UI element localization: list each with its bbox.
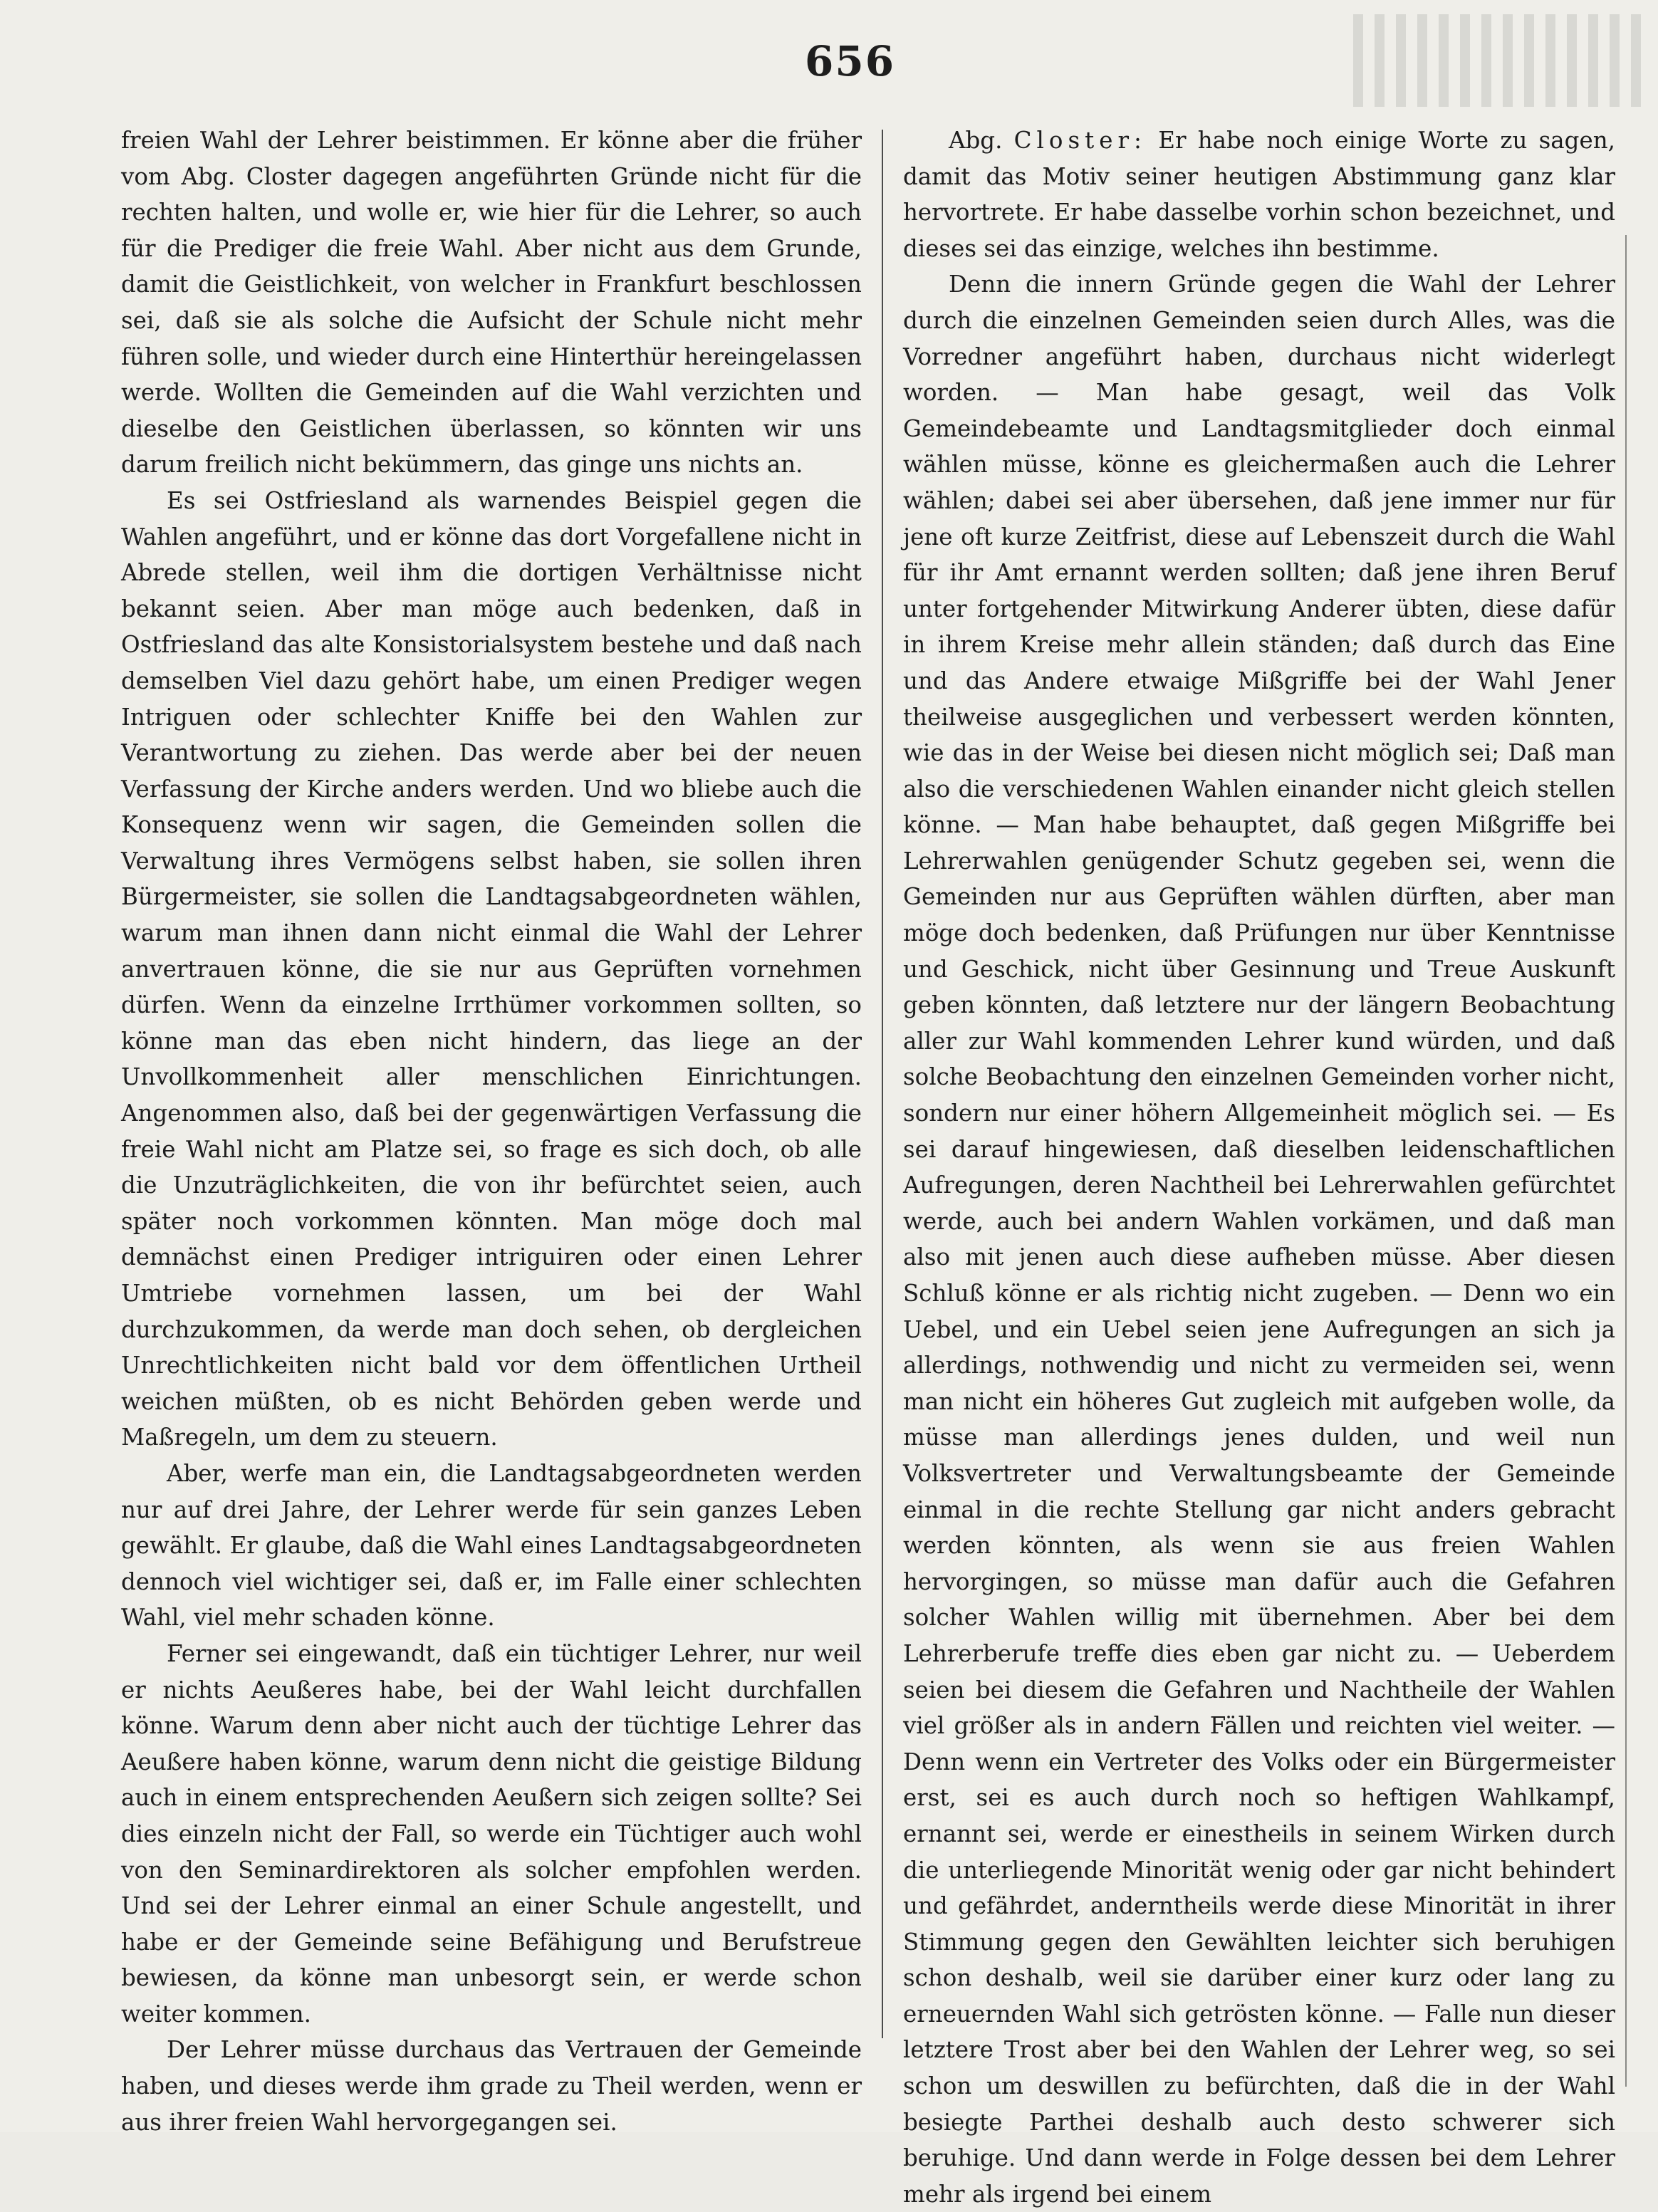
left-paragraph-3: Aber, werfe man ein, die Landtagsabgeordneten werden nur auf drei Jahre, der Lehrer werde für sein ganzes Leben gewählt. Er glaube, daß die Wahl eines Landtagsabgeordneten dennoch viel wichtiger sei, daß er, im Falle einer schlechten Wahl, viel mehr schaden könne. bbox=[121, 1459, 862, 1632]
right-paragraph-2: Denn die innern Gründe gegen die Wahl der Lehrer durch die einzelnen Gemeinden seien durch Alles, was die Vorredner angeführt haben, durchaus nicht widerlegt worden. — Man habe gesagt, weil das Volk Gemeindebeamte und Landtagsmitglieder doch einmal wählen müsse, könne es gleichermaßen auch die Lehrer wählen; dabei sei aber übersehen, daß jene immer nur für jene oft kurze Zeitfrist, diese auf Lebenszeit durch die Wahl für ihr Amt ernannt werden sollten; daß jene ihren Beruf unter fortgehender Mitwirkung Anderer übten, diese dafür in ihrem Kreise mehr allein ständen; daß durch das Eine und das Andere etwaige Mißgriffe bei der Wahl Jener theilweise ausgeglichen und verbessert werden könnten, wie das in der Weise bei diesen nicht möglich sei; Daß man also die verschiedenen Wahlen einander nicht gleich stellen könne. — Man habe behauptet, daß gegen Mißgriffe bei Lehrerwahlen genügender Schutz gegeben sei, wenn die Gemeinden nur aus Geprüften wählen dürften, aber man möge doch bedenken, daß Prüfungen nur über Kenntnisse und Geschick, nicht über Gesinnung und Treue Auskunft geben könnten, daß letztere nur der längern Beobachtung aller zur Wahl kommenden Lehrer kund würden, und daß solche Beobachtung den einzelnen Gemeinden vorher nicht, sondern nur einer höhern Allgemeinheit möglich sei. — Es sei darauf hingewiesen, daß dieselben leidenschaftlichen Aufregungen, deren Nachtheil bei Lehrerwahlen gefürchtet werde, auch bei andern Wahlen vorkämen, und daß man also mit jenen auch diese aufheben müsse. Aber diesen Schluß könne er als richtig nicht zugeben. — Denn wo ein Uebel, und ein Uebel seien jene Aufregungen an sich ja allerdings, nothwendig und nicht zu vermeiden sei, wenn man nicht ein höheres Gut zugleich mit aufgeben wolle, da müsse man allerdings jenes dulden, und weil nun Volksvertreter und Verwaltungsbeamte der Gemeinde einmal in die rechte Stellung gar nicht anders gebracht werden könnten, als wenn sie aus freien Wahlen hervorgingen, so müsse man dafür auch die Gefahren solcher Wahlen willig mit übernehmen. Aber bei dem Lehrerberufe treffe dies eben gar nicht zu. — Ueberdem seien bei diesem die Gefahren und Nachtheile der Wahlen viel größer als in andern Fällen und reichten viel weiter. — Denn wenn ein Vertreter des Volks oder ein Bürgermeister erst, sei es auch durch noch so heftigen Wahlkampf, ernannt sei, werde er einestheils in seinem Wirken durch die unterliegende Minorität wenig oder gar nicht behindert und gefährdet, anderntheils werde diese Minorität in ihrer Stimmung gegen den Gewählten leichter sich beruhigen schon deshalb, weil sie darüber einer kurz oder lang zu erneuernden Wahl sich getrösten könne. — Falle nun dieser letztere Trost aber bei den Wahlen der Lehrer weg, so sei schon um deswillen zu befürchten, daß die in der Wahl besiegte Parthei deshalb auch desto schwerer sich beruhige. Und dann werde in Folge dessen bei dem Lehrer mehr als irgend bei einem bbox=[903, 271, 1615, 2208]
right-column bbox=[903, 122, 1615, 2212]
right-paragraph-1-text: Er habe noch einige Worte zu sagen, damit das Motiv seiner heutigen Abstimmung ganz klar hervortrete. Er habe dasselbe vorhin schon bezeichnet, und dieses sei das einzige, welches ihn bestimme. bbox=[903, 127, 1615, 262]
column-divider bbox=[882, 130, 883, 2038]
speaker-name: Closter: bbox=[1013, 127, 1147, 154]
show-through-texture bbox=[1353, 14, 1652, 107]
page-number: 656 bbox=[805, 37, 896, 85]
left-paragraph-1: freien Wahl der Lehrer beistimmen. Er könne aber die früher vom Abg. Closter dagegen angeführten Gründe nicht für die rechten halten, und wolle er, wie hier für die Lehrer, so auch für die Prediger die freie Wahl. Aber nicht aus dem Grunde, damit die Geistlichkeit, von welcher in Frankfurt beschlossen sei, daß sie als solche die Aufsicht der Schule nicht mehr führen solle, und wieder durch eine Hinterthür hereingelassen werde. Wollten die Gemeinden auf die Wahl verzichten und dieselbe den Geistlichen überlassen, so könnten wir uns darum freilich nicht bekümmern, das ginge uns nichts an. bbox=[121, 127, 862, 479]
left-paragraph-2: Es sei Ostfriesland als warnendes Beispiel gegen die Wahlen angeführt, und er könne das dort Vorgefallene nicht in Abrede stellen, weil ihm die dortigen Verhältnisse nicht bekannt seien. Aber man möge auch bedenken, daß in Ostfriesland das alte Konsistorialsystem bestehe und daß nach demselben Viel dazu gehört habe, um einen Prediger wegen Intriguen oder schlechter Kniffe bei den Wahlen zur Verantwortung zu ziehen. Das werde aber bei der neuen Verfassung der Kirche anders werden. Und wo bliebe auch die Konsequenz wenn wir sagen, die Gemeinden sollen die Verwaltung ihres Vermögens selbst haben, sie sollen ihren Bürgermeister, sie sollen die Landtagsabgeordneten wählen, warum man ihnen dann nicht einmal die Wahl der Lehrer anvertrauen könne, die sie nur aus Geprüften vornehmen dürfen. Wenn da einzelne Irrthümer vorkommen sollten, so könne man das eben nicht hindern, das liege an der Unvollkommenheit aller menschlichen Einrichtungen. Angenommen also, daß bei der gegenwärtigen Verfassung die freie Wahl nicht am Platze sei, so frage es sich doch, ob alle die Unzuträglichkeiten, die von ihr befürchtet seien, auch später noch vorkommen könnten. Man möge doch mal demnächst einen Prediger intriguiren oder einen Lehrer Umtriebe vornehmen lassen, um bei der Wahl durchzukommen, da werde man doch sehen, ob dergleichen Unrechtlichkeiten nicht bald vor dem öffentlichen Urtheil weichen müßten, ob es nicht Behörden geben werde und Maßregeln, um dem zu steuern. bbox=[121, 486, 862, 1451]
speaker-prefix: Abg. bbox=[949, 127, 1014, 154]
left-paragraph-5: Der Lehrer müsse durchaus das Vertrauen der Gemeinde haben, und dieses werde ihm grade zu Theil werden, wenn er aus ihrer freien Wahl hervorgegangen sei. bbox=[121, 2036, 862, 2136]
right-paragraph-1 bbox=[903, 122, 1615, 266]
right-margin-line bbox=[1625, 235, 1627, 2087]
left-paragraph-4: Ferner sei eingewandt, daß ein tüchtiger Lehrer, nur weil er nichts Aeußeres habe, bei der Wahl leicht durchfallen könne. Warum denn aber nicht auch der tüchtige Lehrer das Aeußere haben könne, warum denn nicht die geistige Bildung auch in einem entsprechenden Aeußern sich zeigen sollte? Sei dies einzeln nicht der Fall, so werde ein Tüchtiger auch wohl von den Seminardirektoren als solcher empfohlen werden. Und sei der Lehrer einmal an einer Schule angestellt, und habe er der Gemeinde seine Befähigung und Berufstreue bewiesen, da könne man unbesorgt sein, er werde schon weiter kommen. bbox=[121, 1639, 862, 2028]
left-column bbox=[121, 122, 862, 2140]
